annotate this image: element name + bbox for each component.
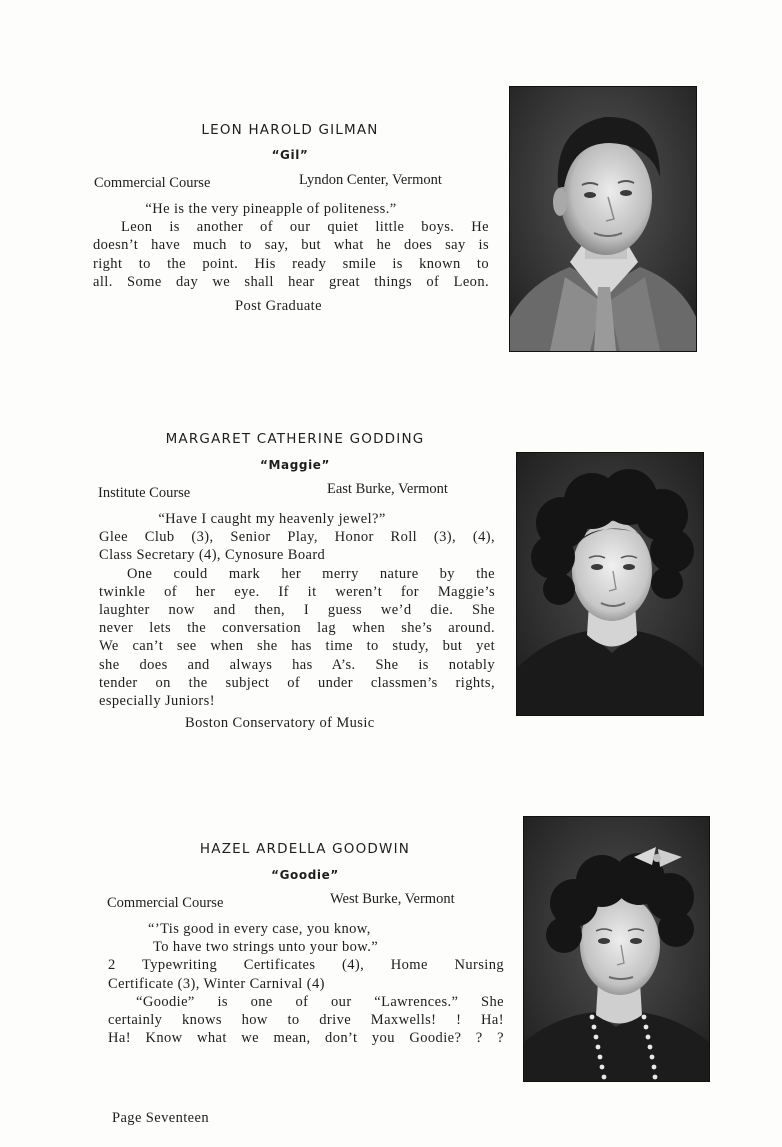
portrait-young-woman-curly [517, 453, 703, 715]
student-name: LEON HAROLD GILMAN [201, 122, 379, 138]
student-future-plans: Boston Conservatory of Music [185, 715, 375, 731]
bio-line: twinkle of her eye. If it weren’t for Maggie’s [99, 583, 495, 600]
bio-line: We can’t see when she has time to study, but yet [99, 638, 495, 655]
portrait-young-man [510, 87, 696, 351]
bio-line: Certificate (3), Winter Carnival (4) [108, 975, 325, 992]
student-nickname: “Goodie” [271, 868, 339, 882]
student-bio [93, 200, 489, 291]
bio-line: 2 Typewriting Certificates (4), Home Nursing [108, 957, 504, 974]
student-bio [108, 920, 504, 1047]
bio-line: especially Juniors! [99, 693, 215, 710]
page-number: Page Seventeen [112, 1110, 209, 1126]
portrait-young-woman-bow [524, 817, 709, 1081]
student-quote: “He is the very pineapple of politeness.” [145, 201, 397, 217]
bio-line: she does and always has A’s. She is notably [99, 656, 495, 673]
bio-line: certainly knows how to drive Maxwells! ! Ha! [108, 1012, 504, 1029]
student-course: Commercial Course [107, 895, 224, 911]
student-name: HAZEL ARDELLA GOODWIN [199, 841, 411, 857]
student-bio [99, 510, 495, 710]
student-nickname: “Gil” [271, 148, 309, 162]
bio-line: “Goodie” is one of our “Lawrences.” She [136, 993, 504, 1010]
bio-line: One could mark her merry nature by the [127, 565, 495, 582]
bio-line: doesn’t have much to say, but what he does say is [93, 237, 489, 254]
student-hometown: East Burke, Vermont [327, 481, 448, 497]
student-quote: “Have I caught my heavenly jewel?” [158, 511, 386, 527]
bio-line: tender on the subject of under classmen’s rights, [99, 674, 495, 691]
student-nickname: “Maggie” [259, 458, 331, 472]
student-name: MARGARET CATHERINE GODDING [165, 431, 425, 447]
bio-line: Ha! Know what we mean, don’t you Goodie? ? ? [108, 1030, 504, 1047]
bio-line: never lets the conversation lag when she’s around. [99, 620, 495, 637]
bio-line: Glee Club (3), Senior Play, Honor Roll (3), (4), [99, 529, 495, 546]
bio-line: Leon is another of our quiet little boys. He [121, 219, 489, 236]
student-photo [523, 816, 710, 1082]
bio-line: right to the point. His ready smile is known to [93, 255, 489, 272]
student-quote: “’Tis good in every case, you know, [148, 921, 371, 937]
bio-line: Class Secretary (4), Cynosure Board [99, 547, 326, 564]
student-future-plans: Post Graduate [235, 298, 322, 314]
bio-line: all. Some day we shall hear great things of Leon. [93, 273, 489, 290]
student-course: Institute Course [98, 485, 191, 501]
student-hometown: Lyndon Center, Vermont [299, 172, 442, 188]
student-hometown: West Burke, Vermont [330, 891, 455, 907]
student-photo [509, 86, 697, 352]
bio-line: laughter now and then, I guess we’d die. She [99, 602, 495, 619]
student-photo [516, 452, 704, 716]
student-course: Commercial Course [94, 175, 211, 191]
student-quote: To have two strings unto your bow.” [153, 939, 379, 956]
